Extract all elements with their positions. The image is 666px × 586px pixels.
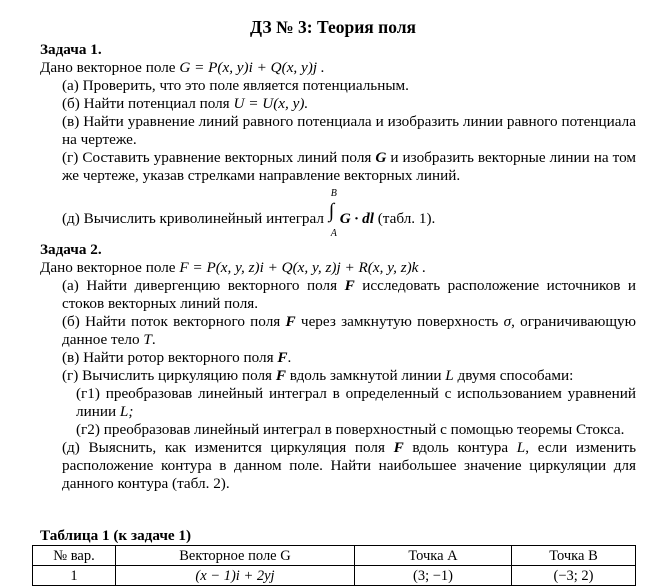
table-header-row: [33, 546, 636, 566]
table1-caption: Таблица 1 (к задаче 1): [40, 527, 192, 544]
task2-item-g1: (г1) преобразовав линейный интеграл в определенный с использованием уравнений линии L;: [76, 385, 636, 420]
col-header-field: Векторное поле G: [116, 546, 355, 566]
task2-item-c: (в) Найти ротор векторного поля F.: [62, 349, 292, 366]
task2-item-g2: (г2) преобразовав линейный интеграл в поверхностный с помощью теоремы Стокса.: [76, 421, 625, 438]
task1-heading: Задача 1.: [40, 41, 102, 58]
task2-intro: Дано векторное поле F = P(x, y, z)i + Q(x, y, z)j + R(x, y, z)k .: [40, 259, 426, 276]
col-header-point-a: Точка A: [355, 546, 512, 566]
table-row: [33, 566, 636, 586]
task1-section: [40, 41, 636, 185]
table1: [32, 545, 636, 586]
cell-field: (x − 1)i + 2yj: [116, 566, 355, 586]
task2-heading: Задача 2.: [40, 241, 102, 258]
task2-item-d: (г) Вычислить циркуляцию поля F вдоль замкнутой линии L двумя способами:: [62, 367, 574, 384]
task2-item-b: (б) Найти поток векторного поля F через замкнутую поверхность σ, ограничивающую данное тело T.: [62, 313, 636, 348]
task2-section: [40, 241, 636, 493]
task1-item-b: (б) Найти потенциал поля U = U(x, y).: [62, 95, 309, 112]
task1-item-c: (в) Найти уравнение линий равного потенциала и изобразить линии равного потенциала на чертеже.: [62, 113, 636, 148]
task1-item-d: (г) Составить уравнение векторных линий поля G и изобразить векторные линии на том же чертеже, указав стрелками направление векторных линий.: [62, 149, 636, 184]
cell-point-a: (3; −1): [355, 566, 512, 586]
col-header-point-b: Точка B: [512, 546, 636, 566]
integral-sign: B ∫ A: [328, 188, 337, 239]
task1-item-e: (д) Вычислить криволинейный интеграл B ∫ A G · dl (табл. 1).: [62, 188, 436, 239]
task1-intro: Дано векторное поле G = P(x, y)i + Q(x, y)j .: [40, 59, 325, 76]
col-header-variant: № вар.: [33, 546, 116, 566]
cell-variant: 1: [33, 566, 116, 586]
cell-point-b: (−3; 2): [512, 566, 636, 586]
task2-item-a: (а) Найти дивергенцию векторного поля F исследовать расположение источников и стоков векторных линий поля.: [62, 277, 636, 312]
page-title: ДЗ № 3: Теория поля: [249, 17, 417, 37]
task2-item-e: (д) Выяснить, как изменится циркуляция поля F вдоль контура L, если изменить расположение контура в данном поле. Найти наибольшее значение циркуляции для данного контура (табл. 2).: [62, 439, 636, 492]
task1-item-a: (а) Проверить, что это поле является потенциальным.: [62, 77, 409, 94]
